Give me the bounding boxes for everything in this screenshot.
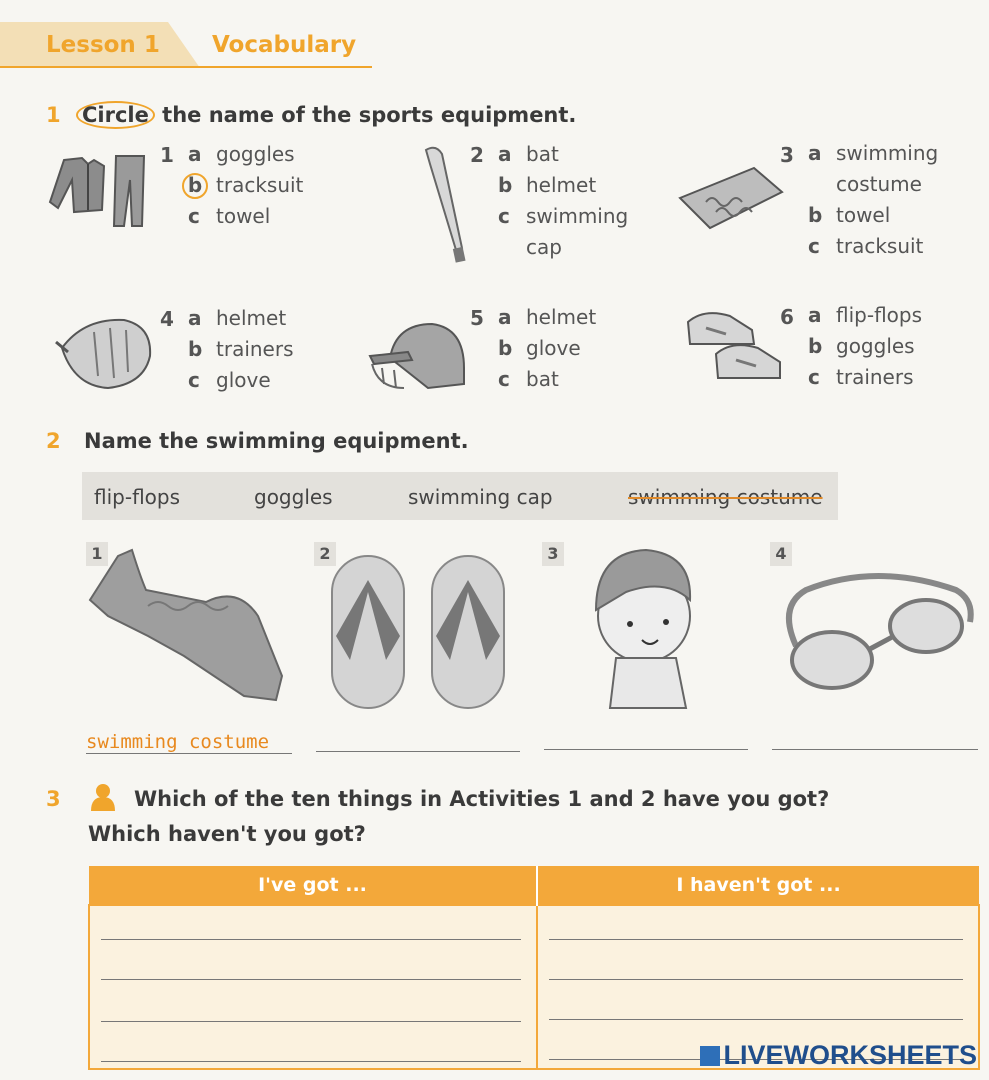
- question-5-options: [498, 302, 596, 395]
- option[interactable]: [498, 170, 628, 201]
- answer-line-4[interactable]: [772, 749, 978, 750]
- option[interactable]: [808, 138, 938, 169]
- question-3-options: [808, 138, 938, 262]
- person-icon: [90, 783, 116, 811]
- answer-line-2[interactable]: [316, 751, 520, 752]
- swimming-costume-image: [88, 546, 288, 708]
- activity1-instruction: [76, 103, 576, 127]
- picture-number: 1: [86, 542, 108, 566]
- option-letter: b: [808, 203, 823, 227]
- answer-line-3[interactable]: [544, 749, 748, 750]
- option-text: flip-flops: [836, 303, 923, 327]
- option[interactable]: [808, 231, 938, 262]
- activity3-question-line1: Which of the ten things in Activities 1 and 2 have you got?: [134, 787, 830, 811]
- option-text: tracksuit: [836, 234, 924, 258]
- option-letter: a: [808, 303, 822, 327]
- option[interactable]: [188, 334, 294, 365]
- goggles-image: [776, 566, 976, 694]
- helmet-image: [368, 318, 470, 392]
- activity3-number: 3: [46, 787, 61, 811]
- word-bank-item: flip-flops: [94, 485, 181, 509]
- swimming-cap-image: [586, 540, 696, 710]
- option[interactable]: [808, 362, 922, 393]
- question-6-number: 6: [780, 305, 794, 329]
- option-text: swimming: [526, 204, 629, 228]
- option-text: trainers: [836, 365, 914, 389]
- option-letter: b: [498, 336, 513, 360]
- activity3-question-line2: Which haven't you got?: [88, 822, 366, 846]
- option-letter: c: [188, 204, 200, 228]
- option-text: bat: [526, 367, 559, 391]
- activity2-number: 2: [46, 429, 61, 453]
- option[interactable]: [808, 200, 938, 231]
- trainers-image: [686, 304, 782, 386]
- option-text: swimming: [836, 141, 939, 165]
- word-bank-item: goggles: [254, 485, 333, 509]
- question-3-number: 3: [780, 143, 794, 167]
- option-text: cap: [526, 235, 562, 259]
- question-2-options: [498, 139, 628, 263]
- option[interactable]: [498, 364, 596, 395]
- option-letter-circled: b: [182, 173, 208, 199]
- question-4-options: [188, 303, 294, 396]
- page-title: Vocabulary: [212, 32, 357, 58]
- logo-icon: [700, 1046, 720, 1066]
- option-letter: a: [498, 305, 512, 329]
- option-letter: a: [808, 141, 822, 165]
- col-header-got: I've got ...: [89, 866, 537, 905]
- got-cell[interactable]: [89, 905, 537, 1069]
- instruction-text: the name of the sports equipment.: [162, 103, 577, 127]
- flip-flops-image: [326, 552, 510, 712]
- option-letter: b: [498, 173, 513, 197]
- option[interactable]: [188, 201, 303, 232]
- option[interactable]: [498, 302, 596, 333]
- lesson-label: Lesson 1: [46, 32, 160, 58]
- picture-number: 4: [770, 542, 792, 566]
- bat-image: [418, 144, 474, 268]
- example-answer: swimming costume: [86, 731, 270, 753]
- option-letter: c: [498, 367, 510, 391]
- question-5-number: 5: [470, 306, 484, 330]
- option-text: goggles: [836, 334, 915, 358]
- option-text: bat: [526, 142, 559, 166]
- option-letter: c: [808, 365, 820, 389]
- option-letter: b: [808, 334, 823, 358]
- option[interactable]: [498, 333, 596, 364]
- liveworksheets-logo: [700, 1040, 977, 1071]
- picture-number: 2: [314, 542, 336, 566]
- option[interactable]: [188, 139, 303, 170]
- logo-text: LIVEWORKSHEETS: [723, 1040, 977, 1070]
- option-letter: a: [188, 142, 202, 166]
- glove-image: [54, 312, 158, 392]
- header-underline: [0, 66, 372, 68]
- option-text: helmet: [526, 173, 597, 197]
- activity2-instruction: Name the swimming equipment.: [84, 429, 469, 453]
- tracksuit-image: [44, 150, 156, 230]
- option-text: glove: [526, 336, 581, 360]
- question-6-options: [808, 300, 922, 393]
- option-text: glove: [216, 368, 271, 392]
- option-text: towel: [836, 203, 891, 227]
- word-bank-item-used: swimming costume: [628, 485, 823, 509]
- option-letter: c: [498, 204, 510, 228]
- option-continuation: [808, 169, 938, 200]
- option-continuation: [498, 232, 628, 263]
- option[interactable]: [498, 139, 628, 170]
- option-text: goggles: [216, 142, 295, 166]
- option-text: helmet: [216, 306, 287, 330]
- option-letter: a: [188, 306, 202, 330]
- option-text: costume: [836, 172, 922, 196]
- option[interactable]: [808, 300, 922, 331]
- option-text: tracksuit: [216, 173, 304, 197]
- option-letter: a: [498, 142, 512, 166]
- question-1-options: [188, 139, 303, 232]
- option[interactable]: [188, 303, 294, 334]
- option[interactable]: [188, 365, 294, 396]
- picture-number: 3: [542, 542, 564, 566]
- option-text: towel: [216, 204, 271, 228]
- word-bank-item: swimming cap: [408, 485, 553, 509]
- option[interactable]: [498, 201, 628, 232]
- instruction-circle-word: Circle: [76, 101, 155, 129]
- option[interactable]: [808, 331, 922, 362]
- option-letter: b: [188, 337, 203, 361]
- option-text: helmet: [526, 305, 597, 329]
- activity1-number: 1: [46, 103, 61, 127]
- question-2-number: 2: [470, 143, 484, 167]
- option-text: trainers: [216, 337, 294, 361]
- option-circled[interactable]: [188, 170, 303, 201]
- question-4-number: 4: [160, 307, 174, 331]
- col-header-havent-got: I haven't got ...: [537, 866, 979, 905]
- option-letter: c: [808, 234, 820, 258]
- option-letter: c: [188, 368, 200, 392]
- towel-image: [676, 162, 786, 234]
- answer-line-1: [86, 753, 292, 754]
- question-1-number: 1: [160, 143, 174, 167]
